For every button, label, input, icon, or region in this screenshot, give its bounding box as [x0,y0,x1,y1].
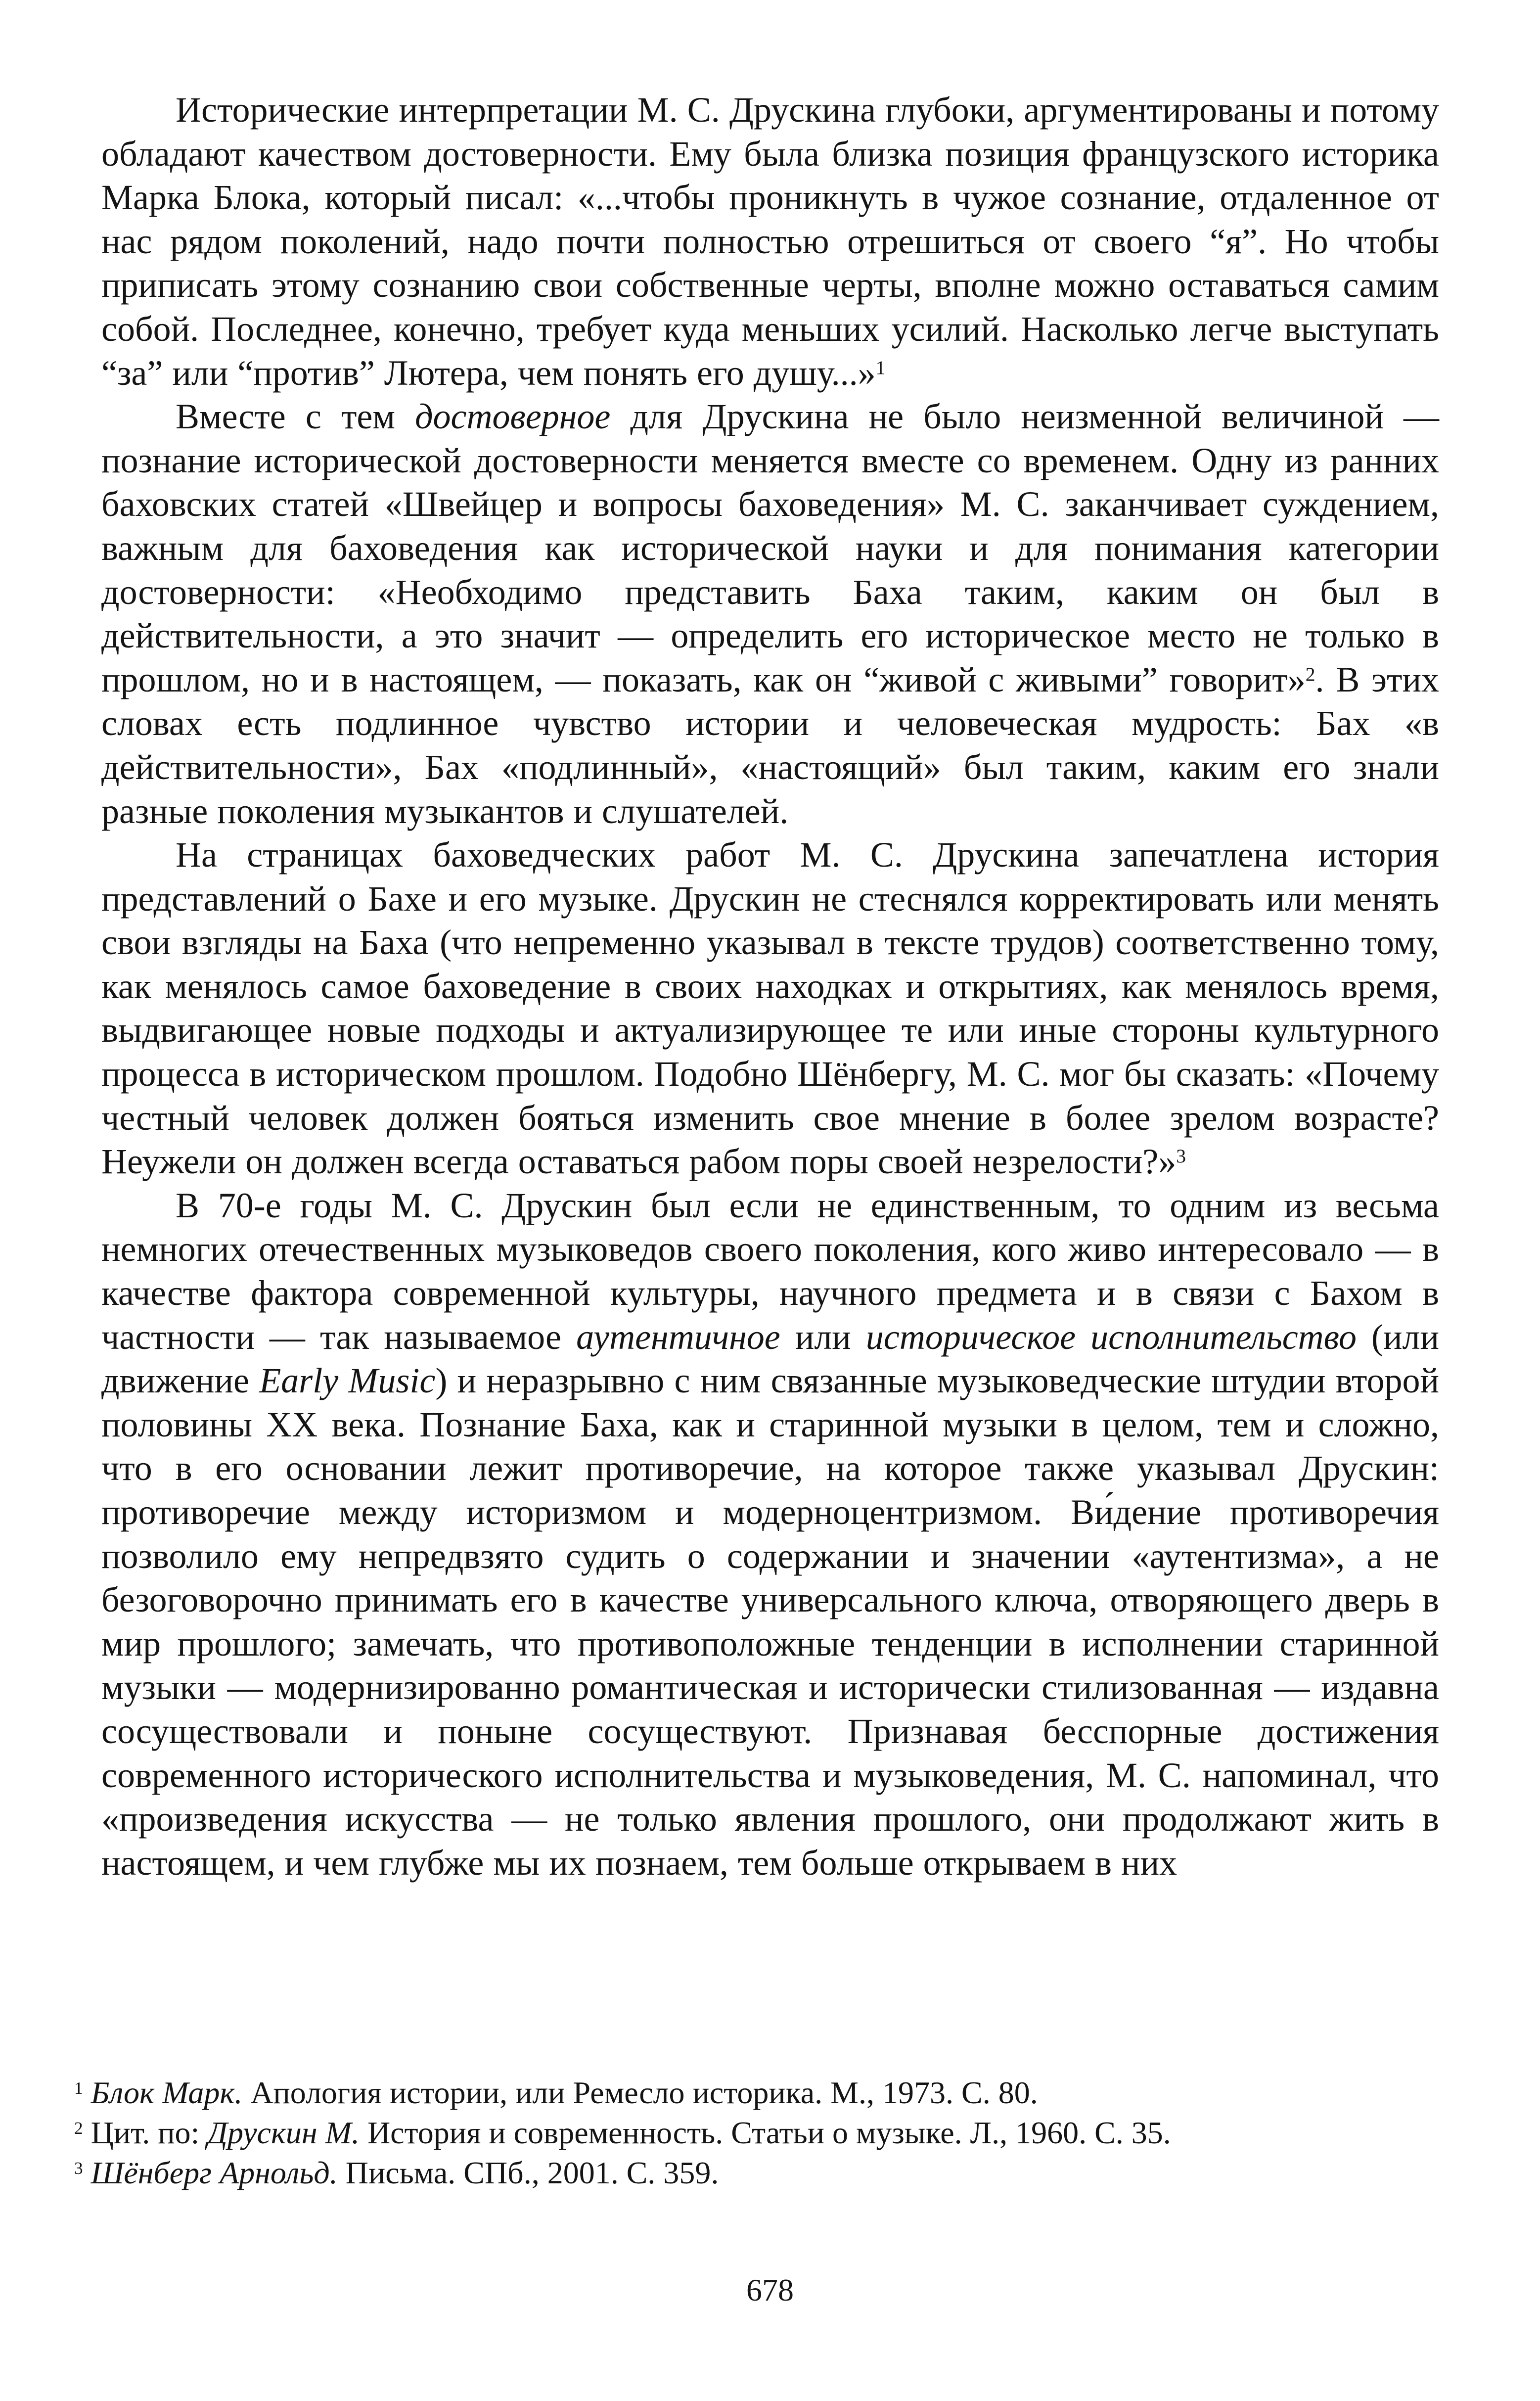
text-run: ) и неразрывно с ним связанные музыковедческие штудии второй половины XX века. Познание Баха, как и старинной музыки в целом, тем и сложно, что в его основании лежит противоречие, на которое также указывал Друскин: противоречие между историзмом и модерноцентризмом. Ви́дение противоречия позволило ему непредвзято судить о содержании и значении «аутентизма», а не безоговорочно принимать его в качестве универсального ключа, отворяющего дверь в мир прошлого; замечать, что противоположные тенденции в исполнении старинной музыки — модернизированно романтическая и исторически стилизованная — издавна сосуществовали и поныне сосуществуют. Признавая бесспорные достижения современного исторического исполнительства и музыковедения, М. С. напоминал, что «произведения искусства — не только явления прошлого, они продолжают жить в настоящем, и чем глубже мы их познаем, тем больше открываем в них [101,1361,1439,1883]
footnote-reference: 3 [1176,1145,1186,1167]
paragraph-4 [101,1184,1439,1885]
page-number: 678 [746,2272,794,2308]
italic-term: аутентичное [576,1317,780,1357]
footnote-citation: Апология истории, или Ремесло историка. М., 1973. С. 80. [242,2075,1038,2110]
footnote-reference: 1 [875,356,886,378]
footnote-reference: 2 [1305,663,1315,685]
text-run: . В этих словах есть подлинное чувство истории и человеческая мудрость: Бах «в действительности», Бах «подлинный», «настоящий» был таким, каким его знали разные поколения музыкантов и слушателей. [101,659,1439,831]
footnote-2 [74,2113,1360,2153]
text-run: В 70-е годы М. С. Друскин был если не единственным, то одним из весьма немногих отечественных музыковедов своего поколения, кого живо интересовало — в качестве фактора современной культуры, научного предмета и в связи с Бахом в частности — так называемое [101,1185,1439,1357]
text-run: На страницах баховедческих работ М. С. Друскина запечатлена история представлений о Бахе и его музыке. Друскин не стеснялся корректировать или менять свои взгляды на Баха (что непременно указывал в тексте трудов) соответственно тому, как менялось самое баховедение в своих находках и открытиях, как менялось время, выдвигающее новые подходы и актуализирующее те или иные стороны культурного процесса в историческом прошлом. Подобно Шёнбергу, М. С. мог бы сказать: «Почему честный человек должен бояться изменить свое мнение в более зрелом возрасте? Неужели он должен всегда оставаться рабом поры своей незрелости?» [101,835,1439,1182]
footnote-1 [74,2073,1360,2113]
text-run: Исторические интерпретации М. С. Друскина глубоки, аргументированы и потому обладают качеством достоверности. Ему была близка позиция французского историка Марка Блока, который писал: «...чтобы проникнуть в чужое сознание, отдаленное от нас рядом поколений, надо почти полностью отрешиться от своего “я”. Но чтобы приписать этому сознанию свои собственные черты, вполне можно оставаться самим собой. Последнее, конечно, требует куда меньших усилий. Насколько легче выступать “за” или “против” Лютера, чем понять его душу...» [101,90,1439,393]
footnote-marker: 1 [74,2078,83,2098]
footnote-marker: 3 [74,2158,83,2178]
text-run: или [780,1317,866,1357]
footnote-author: Друскин М. [207,2115,360,2150]
main-text [101,88,1439,1885]
text-run: для Друскина не было неизменной величиной — познание исторической достоверности меняется вместе со временем. Одну из ранних баховских статей «Швейцер и вопросы баховедения» М. С. заканчивает суждением, важным для баховедения как исторической науки и для понимания категории достоверности: «Необходимо представить Баха таким, каким он был в действительности, а это значит — определить его историческое место не только в прошлом, но и в настоящем, — показать, как он “живой с живыми” говорит» [101,397,1440,699]
footnote-citation: Письма. СПб., 2001. С. 359. [337,2155,719,2190]
footnotes [74,2073,1360,2193]
footnote-author: Блок Марк. [91,2075,243,2110]
page-content [101,88,1439,1885]
paragraph-3 [101,833,1439,1184]
italic-term: историческое исполнительство [865,1317,1357,1357]
footnote-marker: 2 [74,2118,83,2138]
paragraph-1 [101,88,1439,395]
footnote-author: Шёнберг Арнольд. [91,2155,338,2190]
paragraph-2 [101,395,1439,833]
text-run: Вместе с тем [176,397,415,437]
text-run: (или движение [101,1317,1439,1401]
italic-term: достоверное [415,397,611,437]
footnote-citation: История и современность. Статьи о музыке. Л., 1960. С. 35. [359,2115,1171,2150]
footnote-3 [74,2153,1360,2193]
footnote-lead: Цит. по: [83,2115,208,2150]
italic-term: Early Music [259,1361,436,1401]
